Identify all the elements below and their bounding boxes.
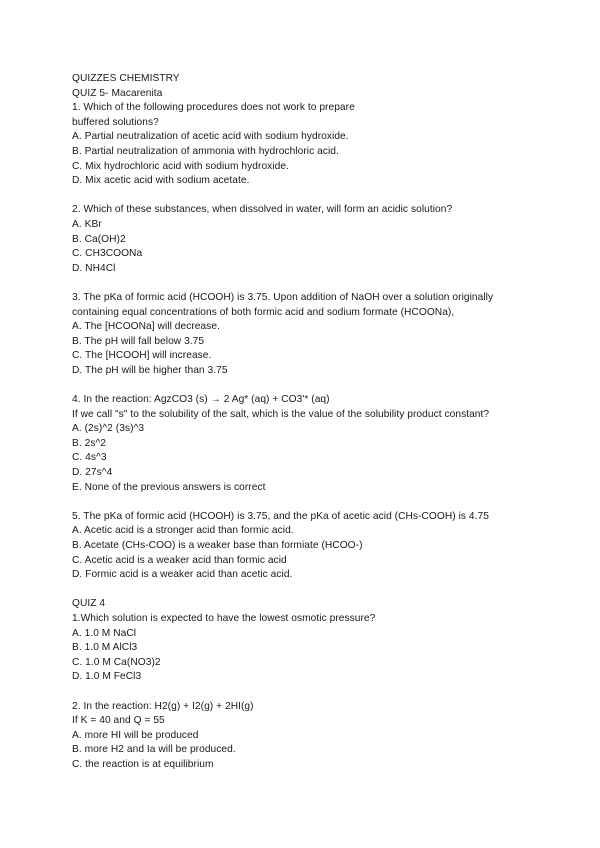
document-body <box>72 72 542 773</box>
answer-option: C. Acetic acid is a weaker acid than formic acid <box>72 554 287 566</box>
paragraph-gap <box>72 276 542 291</box>
quiz5-question-2 <box>72 203 542 276</box>
answer-option: A. (2s)^2 (3s)^3 <box>72 423 145 435</box>
question-stem-line: 1.Which solution is expected to have the lowest osmotic pressure? <box>72 612 376 624</box>
quiz4-header: QUIZ 4 <box>72 598 106 610</box>
answer-option: A. The [HCOONa] will decrease. <box>72 321 220 333</box>
answer-option: B. Acetate (CHs-COO) is a weaker base than formiate (HCOO-) <box>72 540 363 551</box>
paragraph-gap <box>72 189 542 204</box>
answer-option: B. more H2 and Ia will be produced. <box>72 744 236 756</box>
answer-option: A. more HI will be produced <box>72 729 199 741</box>
answer-option: D. Mix acetic acid with sodium acetate. <box>72 175 250 187</box>
answer-option: B. Ca(OH)2 <box>72 233 126 245</box>
question-stem-line: 5. The pKa of formic acid (HCOOH) is 3.75, and the pKa of acetic acid (CHs-COOH) is 4.75 <box>72 510 489 522</box>
quiz4-question-1 <box>72 612 542 685</box>
answer-option: B. The pH will fall below 3.75 <box>72 335 205 347</box>
answer-option: E. None of the previous answers is correct <box>72 481 266 493</box>
answer-option: D. NH4Cl <box>72 262 116 274</box>
answer-option: D. Formic acid is a weaker acid than acetic acid. <box>72 569 293 581</box>
question-stem-line: If we call "s" to the solubility of the salt, which is the value of the solubility product constant? <box>72 408 490 420</box>
answer-option: D. 27s^4 <box>72 467 113 479</box>
question-stem-line: 2. Which of these substances, when dissolved in water, will form an acidic solution? <box>72 204 453 216</box>
question-stem-line: containing equal concentrations of both formic acid and sodium formate (HCOONa), <box>72 306 455 318</box>
question-stem-line: 3. The pKa of formic acid (HCOOH) is 3.75. Upon addition of NaOH over a solution originally <box>72 291 494 303</box>
answer-option: C. Mix hydrochloric acid with sodium hydroxide. <box>72 160 289 172</box>
question-stem-line: If K = 40 and Q = 55 <box>72 715 165 727</box>
paragraph-gap <box>72 583 542 598</box>
answer-option: A. Acetic acid is a stronger acid than formic acid. <box>72 525 294 537</box>
question-stem-line: 4. In the reaction: AgzCO3 (s) → 2 Ag* (aq) + CO3'* (aq) <box>72 394 330 406</box>
answer-option: B. Partial neutralization of ammonia with hydrochloric acid. <box>72 145 339 157</box>
answer-option: A. KBr <box>72 218 102 230</box>
paragraph-gap <box>72 378 542 393</box>
paragraph-gap <box>72 495 542 510</box>
quiz5-question-4 <box>72 393 542 495</box>
answer-option: D. The pH will be higher than 3.75 <box>72 364 228 376</box>
question-stem-line: 2. In the reaction: H2(g) + I2(g) + 2HI(g) <box>72 700 254 712</box>
answer-option: C. the reaction is at equilibrium <box>72 758 214 770</box>
answer-option: C. The [HCOOH] will increase. <box>72 350 212 362</box>
answer-option: C. 4s^3 <box>72 452 107 464</box>
answer-option: C. CH3COONa <box>72 248 143 260</box>
quiz4-question-2 <box>72 700 542 773</box>
answer-option: D. 1.0 M FeCl3 <box>72 671 142 683</box>
question-stem-line: buffered solutions? <box>72 116 159 128</box>
answer-option: A. Partial neutralization of acetic acid with sodium hydroxide. <box>72 131 349 143</box>
answer-option: A. 1.0 M NaCl <box>72 627 137 639</box>
answer-option: B. 2s^2 <box>72 437 107 449</box>
document-title: QUIZZES CHEMISTRY <box>72 73 180 84</box>
paragraph-gap <box>72 685 542 700</box>
quiz5-question-3 <box>72 291 542 379</box>
quiz5-question-1 <box>72 101 542 189</box>
answer-option: C. 1.0 M Ca(NO3)2 <box>72 656 161 668</box>
quiz5-question-5 <box>72 510 542 583</box>
quiz5-header: QUIZ 5- Macarenita <box>72 87 163 99</box>
answer-option: B. 1.0 M AlCl3 <box>72 642 138 654</box>
question-stem-line: 1. Which of the following procedures does not work to prepare <box>72 102 355 114</box>
